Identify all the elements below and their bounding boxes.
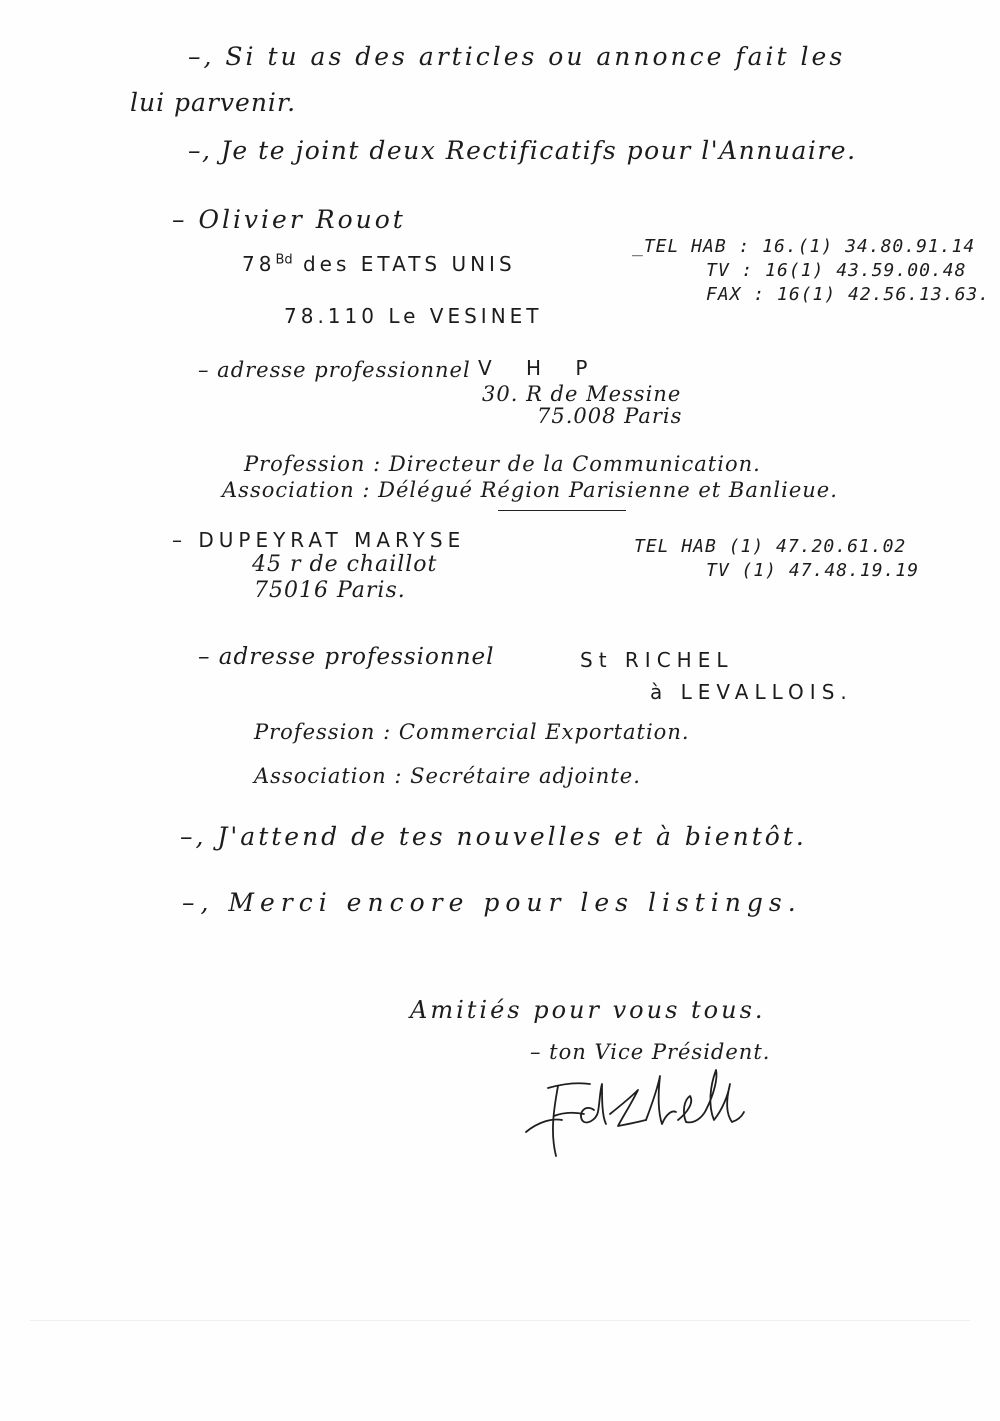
entry1-pro-company: V H P	[478, 356, 602, 380]
entry2-phone-home: TEL HAB (1) 47.20.61.02	[634, 536, 907, 557]
entry1-profession: Profession : Directeur de la Communication.	[244, 452, 761, 476]
signature-image	[518, 1060, 748, 1160]
closing-greeting: Amitiés pour vous tous.	[410, 996, 766, 1024]
entry1-pro-label: – adresse professionnel	[198, 358, 471, 382]
section-divider	[498, 510, 626, 511]
entry1-name: – Olivier Rouot	[172, 205, 406, 234]
entry2-pro-city: à LEVALLOIS.	[650, 680, 853, 704]
letter-line-1: –, Si tu as des articles ou annonce fait les	[188, 42, 846, 71]
entry1-pro-street: 30. R de Messine	[482, 382, 682, 406]
entry1-phone-home: _TEL HAB : 16.(1) 34.80.91.14	[632, 236, 976, 257]
closing-line-2: –, Merci encore pour les listings.	[182, 888, 802, 917]
letter-line-2: lui parvenir.	[130, 88, 297, 117]
entry2-pro-company: St RICHEL	[580, 648, 734, 672]
letter-line-3: –, Je te joint deux Rectificatifs pour l'Annuaire.	[188, 136, 857, 165]
closing-role: – ton Vice Président.	[530, 1040, 771, 1064]
entry2-address-line1: 45 r de chaillot	[252, 552, 438, 577]
entry1-address-line1	[242, 252, 516, 276]
entry1-address-line2: 78.110 Le VESINET	[284, 304, 543, 328]
entry1-pro-city: 75.008 Paris	[537, 404, 683, 428]
entry1-address-number: 78	[242, 252, 276, 276]
entry2-profession: Profession : Commercial Exportation.	[254, 720, 690, 744]
page-fold-line	[30, 1320, 970, 1321]
entry1-phone-work: TV : 16(1) 43.59.00.48	[706, 260, 967, 281]
entry1-fax: FAX : 16(1) 42.56.13.63.	[706, 284, 991, 305]
entry1-address-bd: Bd	[275, 252, 293, 268]
entry1-address-street: des ETATS UNIS	[302, 252, 516, 276]
entry2-phone-work: TV (1) 47.48.19.19	[706, 560, 920, 581]
entry2-address-line2: 75016 Paris.	[254, 578, 406, 603]
entry1-association: Association : Délégué Région Parisienne et Banlieue.	[222, 478, 838, 502]
entry2-name: – DUPEYRAT MARYSE	[172, 528, 466, 552]
closing-line-1: –, J'attend de tes nouvelles et à bientôt.	[180, 822, 807, 851]
entry2-pro-label: – adresse professionnel	[198, 644, 495, 670]
entry2-association: Association : Secrétaire adjointe.	[254, 764, 641, 788]
